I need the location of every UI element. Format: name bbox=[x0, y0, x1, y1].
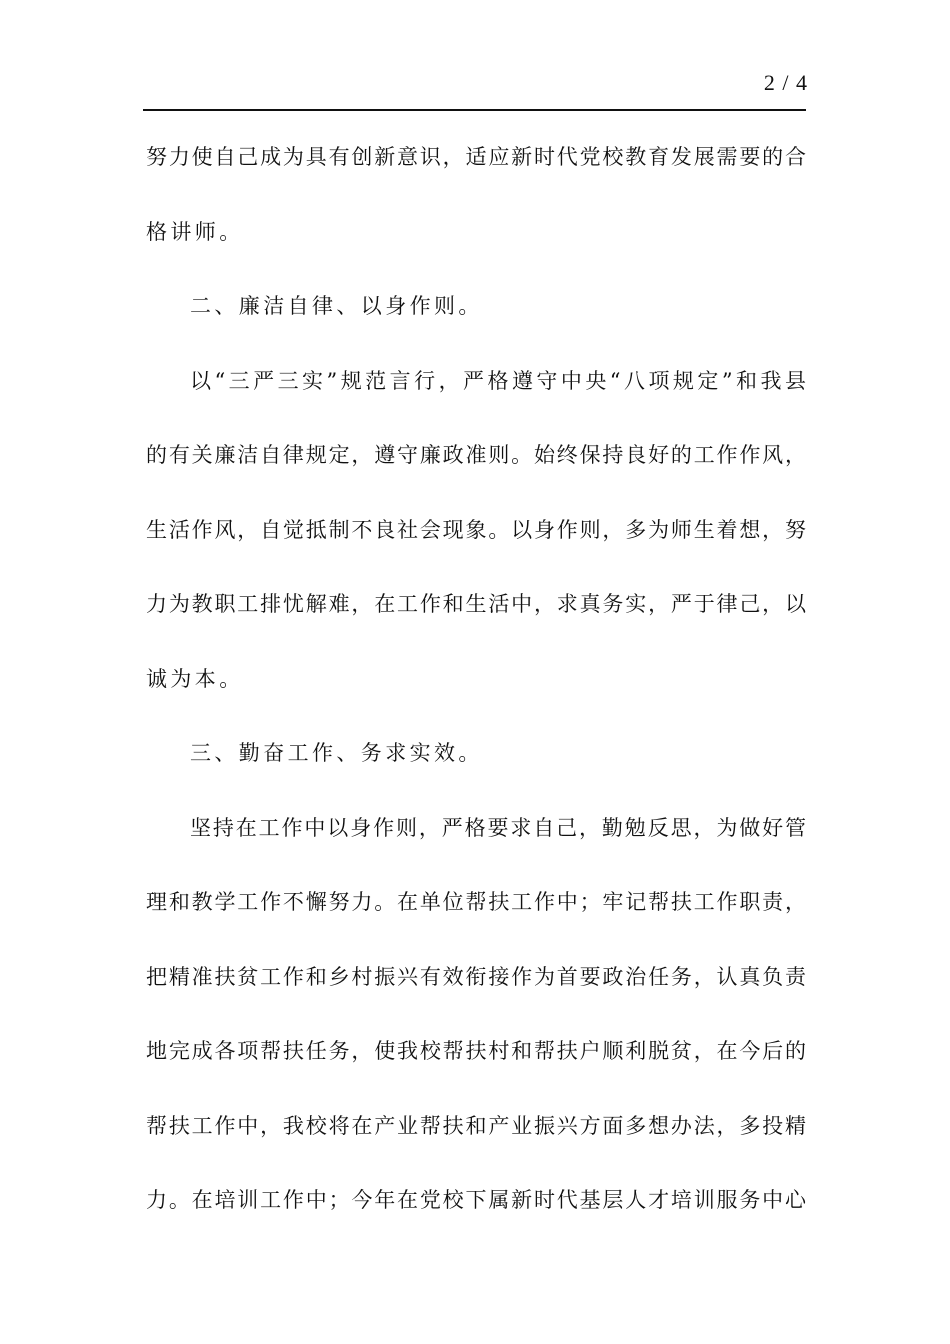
header-divider bbox=[143, 109, 806, 111]
text-line: 的有关廉洁自律规定，遵守廉政准则。始终保持良好的工作作风， bbox=[146, 443, 806, 467]
text-line: 努力使自己成为具有创新意识，适应新时代党校教育发展需要的合 bbox=[146, 145, 806, 169]
text-line: 坚持在工作中以身作则，严格要求自己，勤勉反思，为做好管 bbox=[190, 815, 806, 840]
text-line: 地完成各项帮扶任务，使我校帮扶村和帮扶户顺利脱贫，在今后的 bbox=[146, 1039, 806, 1063]
text-line: 理和教学工作不懈努力。在单位帮扶工作中；牢记帮扶工作职责， bbox=[146, 890, 806, 914]
text-line: 力为教职工排忧解难，在工作和生活中，求真务实，严于律己，以 bbox=[146, 592, 806, 616]
text-line: 格讲师。 bbox=[146, 219, 244, 244]
text-line: 帮扶工作中，我校将在产业帮扶和产业振兴方面多想办法，多投精 bbox=[146, 1113, 806, 1138]
text-line: 诚为本。 bbox=[146, 666, 244, 691]
text-line: 力。在培训工作中；今年在党校下属新时代基层人才培训服务中心 bbox=[146, 1188, 806, 1212]
section-heading: 三、勤奋工作、务求实效。 bbox=[190, 741, 483, 765]
text-line: 把精准扶贫工作和乡村振兴有效衔接作为首要政治任务，认真负责 bbox=[146, 964, 806, 989]
text-line: 以“三严三实”规范言行，严格遵守中央“八项规定”和我县 bbox=[190, 368, 806, 393]
page-number: 2 / 4 bbox=[763, 70, 808, 95]
document-body bbox=[146, 120, 806, 1238]
text-line: 生活作风，自觉抵制不良社会现象。以身作则，多为师生着想，努 bbox=[146, 517, 806, 542]
section-heading: 二、廉洁自律、以身作则。 bbox=[190, 294, 483, 318]
